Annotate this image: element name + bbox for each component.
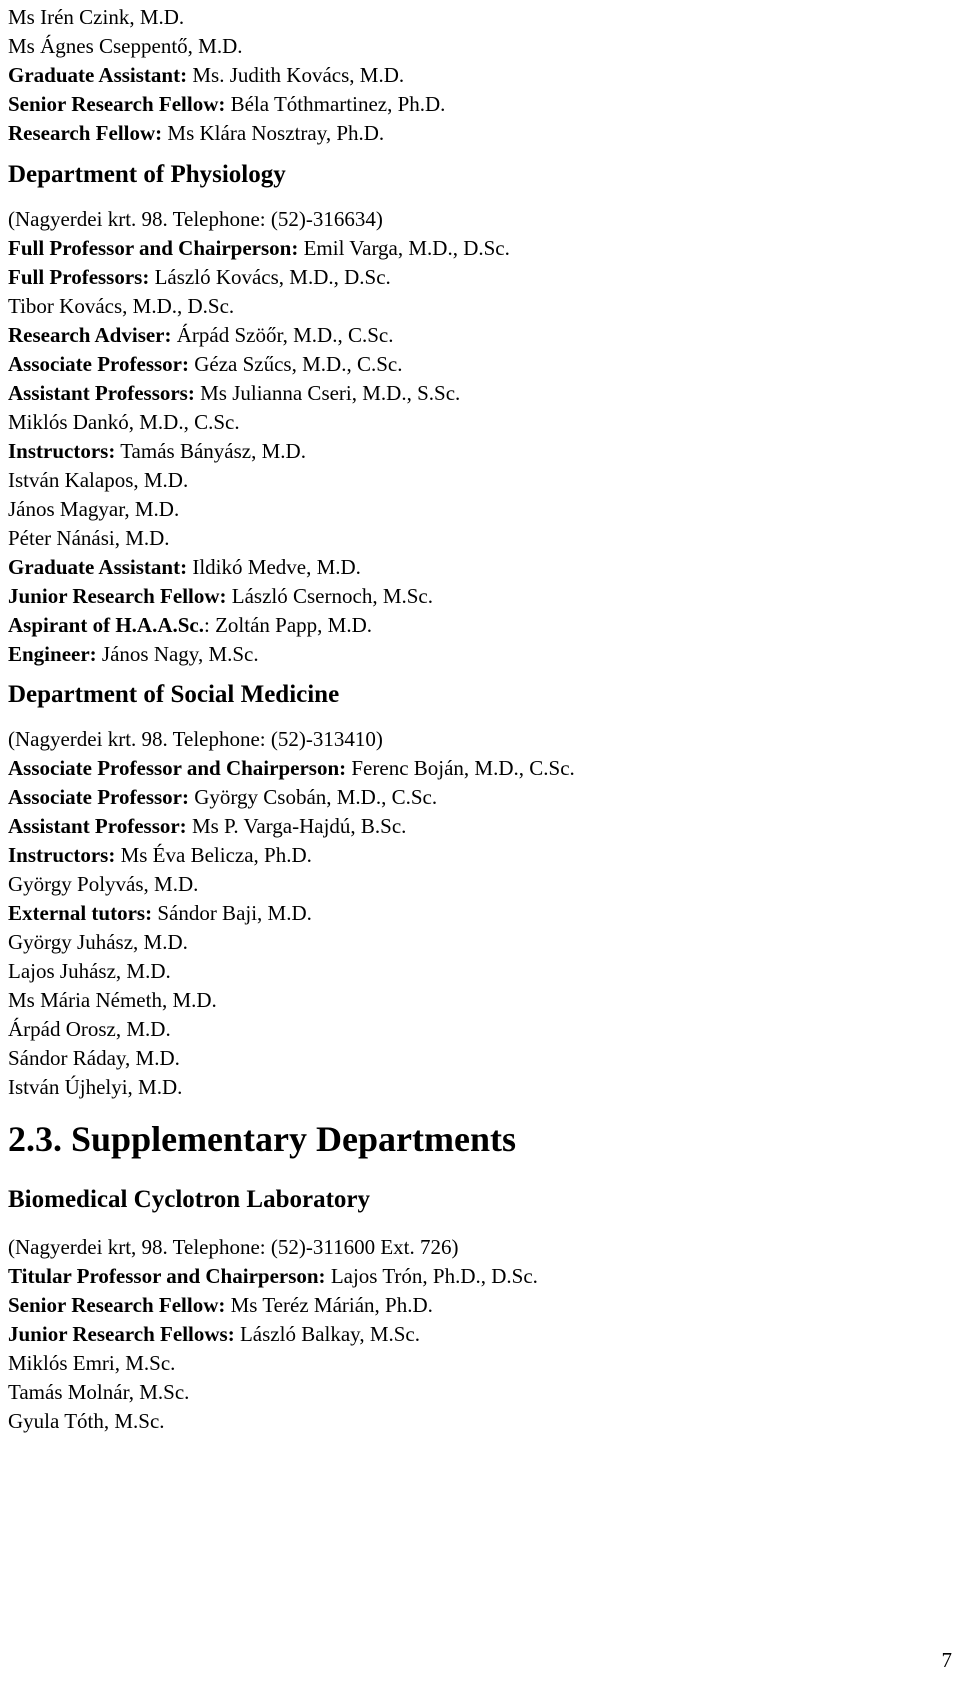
staff-line: Péter Nánási, M.D. xyxy=(8,526,170,550)
staff-line: Full Professor and Chairperson: Emil Varga, M.D., D.Sc. xyxy=(8,236,510,260)
staff-line: György Polyvás, M.D. xyxy=(8,872,199,896)
staff-line: István Kalapos, M.D. xyxy=(8,468,189,492)
staff-line: (Nagyerdei krt, 98. Telephone: (52)-311600 Ext. 726) xyxy=(8,1235,459,1259)
staff-line: Research Adviser: Árpád Szöőr, M.D., C.Sc. xyxy=(8,323,394,347)
staff-line: Graduate Assistant: Ildikó Medve, M.D. xyxy=(8,555,361,579)
staff-line: Árpád Orosz, M.D. xyxy=(8,1017,171,1041)
page-number: 7 xyxy=(941,1648,952,1672)
staff-line: Sándor Ráday, M.D. xyxy=(8,1046,180,1070)
staff-line: Tibor Kovács, M.D., D.Sc. xyxy=(8,294,235,318)
staff-line: Ms Ágnes Cseppentő, M.D. xyxy=(8,34,243,58)
staff-line: Engineer: János Nagy, M.Sc. xyxy=(8,642,259,666)
staff-line: Miklós Emri, M.Sc. xyxy=(8,1351,176,1375)
staff-line: István Újhelyi, M.D. xyxy=(8,1075,183,1099)
staff-line: (Nagyerdei krt. 98. Telephone: (52)-316634) xyxy=(8,207,383,231)
staff-line: Associate Professor and Chairperson: Ferenc Boján, M.D., C.Sc. xyxy=(8,756,575,780)
section-heading: 2.3. Supplementary Departments xyxy=(8,1119,516,1159)
staff-line: Full Professors: László Kovács, M.D., D.Sc. xyxy=(8,265,391,289)
staff-line: György Juhász, M.D. xyxy=(8,930,188,954)
department-title: Department of Social Medicine xyxy=(8,681,340,708)
staff-line: Junior Research Fellows: László Balkay, M.Sc. xyxy=(8,1322,420,1346)
staff-line: Aspirant of H.A.A.Sc.: Zoltán Papp, M.D. xyxy=(8,613,373,637)
staff-line: Instructors: Ms Éva Belicza, Ph.D. xyxy=(8,843,312,867)
staff-line: Titular Professor and Chairperson: Lajos Trón, Ph.D., D.Sc. xyxy=(8,1264,538,1288)
staff-line: Associate Professor: Géza Szűcs, M.D., C.Sc. xyxy=(8,352,403,376)
staff-line: Instructors: Tamás Bányász, M.D. xyxy=(8,439,306,463)
staff-line: Miklós Dankó, M.D., C.Sc. xyxy=(8,410,240,434)
staff-line: Junior Research Fellow: László Csernoch, M.Sc. xyxy=(8,584,433,608)
staff-line: Senior Research Fellow: Ms Teréz Márián, Ph.D. xyxy=(8,1293,433,1317)
staff-line: Ms Mária Németh, M.D. xyxy=(8,988,217,1012)
staff-line: (Nagyerdei krt. 98. Telephone: (52)-313410) xyxy=(8,727,383,751)
department-title: Biomedical Cyclotron Laboratory xyxy=(8,1186,370,1213)
staff-line: Gyula Tóth, M.Sc. xyxy=(8,1409,165,1433)
staff-line: Associate Professor: György Csobán, M.D., C.Sc. xyxy=(8,785,438,809)
staff-line: Assistant Professors: Ms Julianna Cseri, M.D., S.Sc. xyxy=(8,381,461,405)
staff-line: External tutors: Sándor Baji, M.D. xyxy=(8,901,312,925)
staff-line: Tamás Molnár, M.Sc. xyxy=(8,1380,190,1404)
staff-line: Assistant Professor: Ms P. Varga-Hajdú, B.Sc. xyxy=(8,814,407,838)
staff-line: Research Fellow: Ms Klára Nosztray, Ph.D. xyxy=(8,121,385,145)
staff-line: Graduate Assistant: Ms. Judith Kovács, M.D. xyxy=(8,63,405,87)
staff-line: Lajos Juhász, M.D. xyxy=(8,959,171,983)
department-title: Department of Physiology xyxy=(8,161,286,188)
staff-line: János Magyar, M.D. xyxy=(8,497,180,521)
staff-line: Ms Irén Czink, M.D. xyxy=(8,5,185,29)
staff-line: Senior Research Fellow: Béla Tóthmartinez, Ph.D. xyxy=(8,92,446,116)
